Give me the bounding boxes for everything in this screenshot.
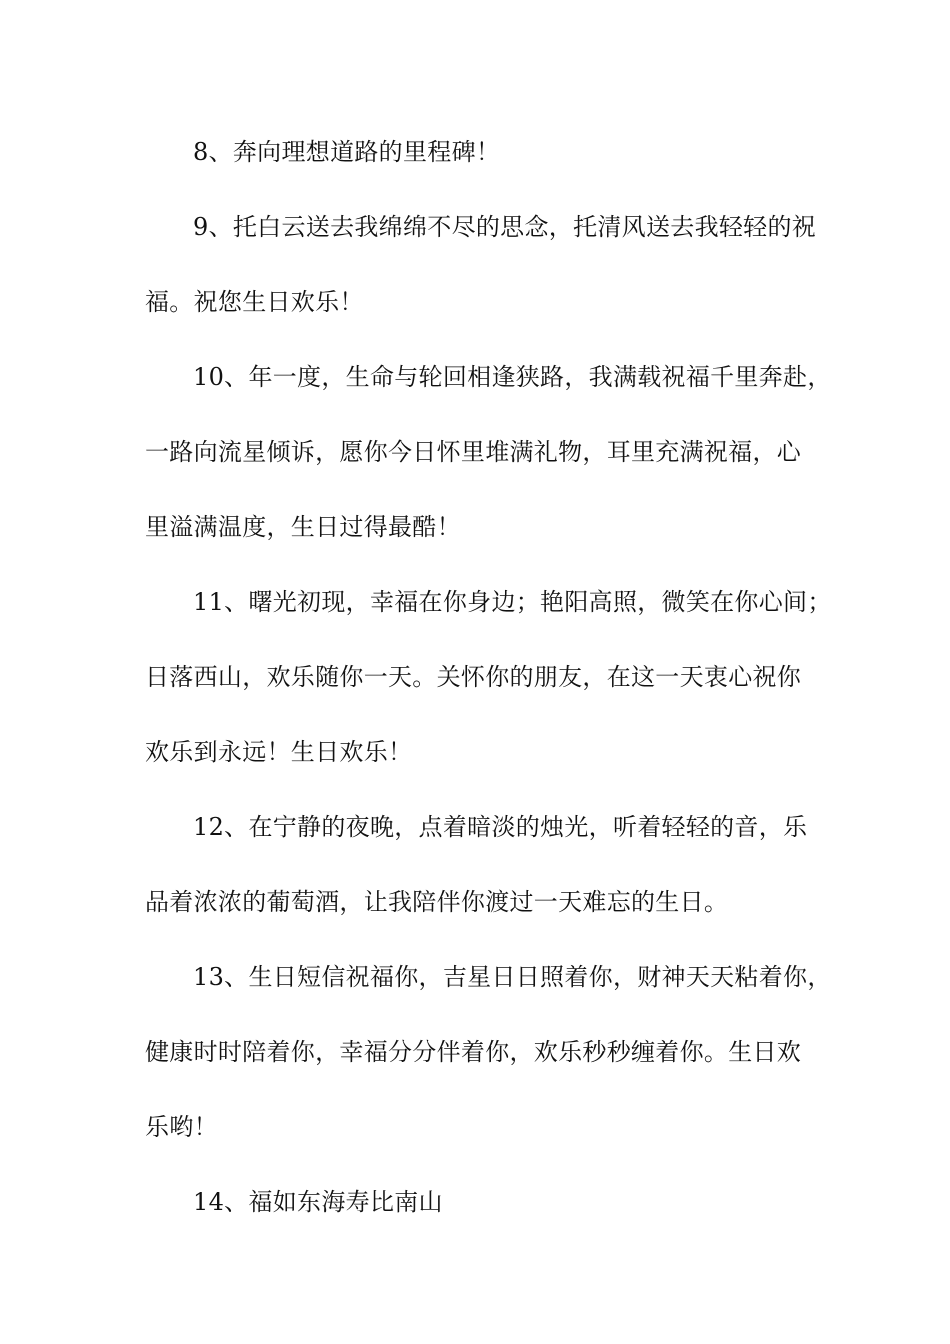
text-line: 10、年一度，生命与轮回相逢狭路，我满载祝福千里奔赴，	[193, 363, 832, 391]
text-line: 乐哟！	[145, 1113, 218, 1141]
text-line: 日落西山，欢乐随你一天。关怀你的朋友，在这一天衷心祝你	[145, 663, 802, 691]
text-line: 一路向流星倾诉，愿你今日怀里堆满礼物，耳里充满祝福，心	[145, 438, 802, 466]
text-line: 14、福如东海寿比南山	[193, 1188, 443, 1216]
text-line: 健康时时陪着你，幸福分分伴着你，欢乐秒秒缠着你。生日欢	[145, 1038, 802, 1066]
text-line: 12、在宁静的夜晚，点着暗淡的烛光，听着轻轻的音，乐	[193, 813, 808, 841]
text-line: 福。祝您生日欢乐！	[145, 288, 364, 316]
text-line: 11、曙光初现，幸福在你身边；艳阳高照，微笑在你心间；	[193, 588, 832, 616]
text-line: 品着浓浓的葡萄酒，让我陪伴你渡过一天难忘的生日。	[145, 888, 729, 916]
text-line: 9、托白云送去我绵绵不尽的思念，托清风送去我轻轻的祝	[193, 213, 817, 241]
text-line: 13、生日短信祝福你，吉星日日照着你，财神天天粘着你，	[193, 963, 832, 991]
text-line: 欢乐到永远！生日欢乐！	[145, 738, 413, 766]
text-line: 里溢满温度，生日过得最酷！	[145, 513, 461, 541]
text-line: 8、奔向理想道路的里程碑！	[193, 138, 501, 166]
